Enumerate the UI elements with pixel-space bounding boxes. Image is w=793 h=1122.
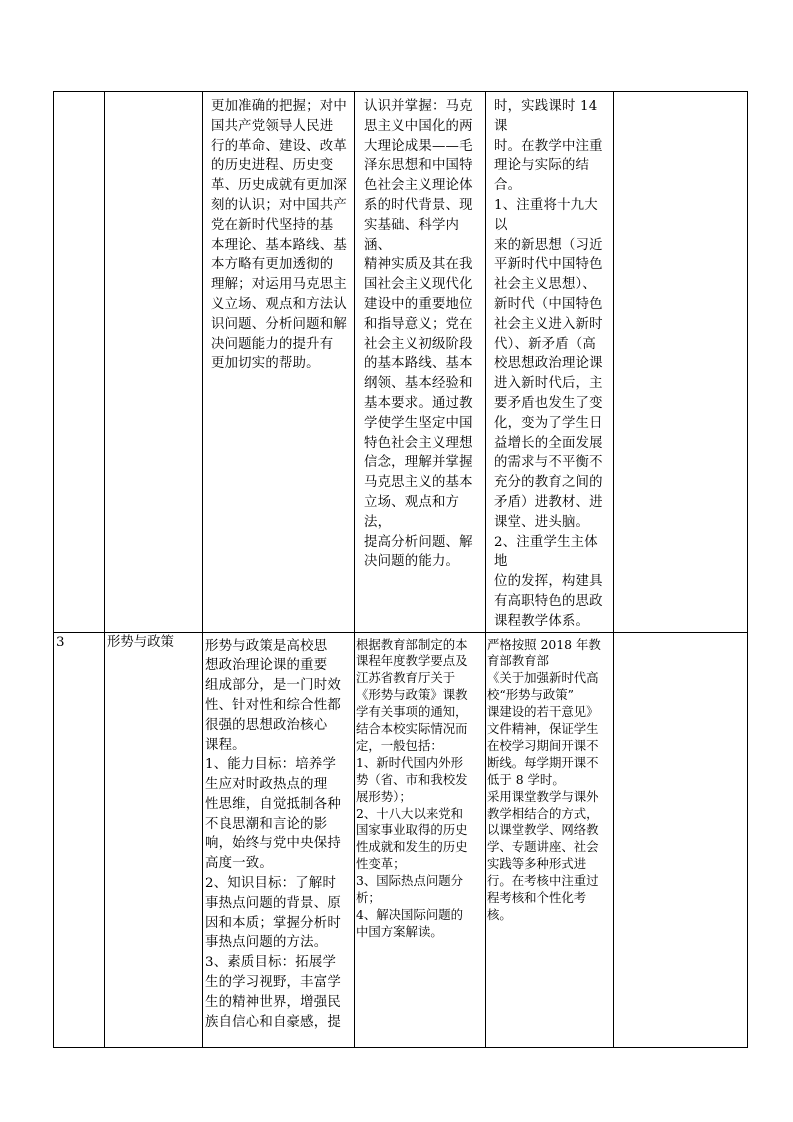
teaching-method-text: 时，实践课时 14 课 时。在教学中注重 理论与实际的结 合。 1、注重将十九大以 来的新思想（习近 平新时代中国特色 社会主义思想）、 新时代（中国特色 社会主义进入新时 代）、新矛盾（高 校思想政治理论课 进入新时代后，主 要矛盾也发生了变 化，变为了学生日 益增长的全面发展 的需求与不平衡不 充分的教育之间的 矛盾）进教材、进 课堂、进头脑。 2、注重学生主体地 位的发挥，构建具 有高职特色的思政 课程教学体系。 bbox=[494, 99, 603, 629]
course-name-cell bbox=[105, 632, 203, 1047]
course-content-text: 认识并掌握：马克 思主义中国化的两 大理论成果——毛 泽东思想和中国特 色社会主义理论体 系的时代背景、现 实基础、科学内涵、 精神实质及其在我 国社会主义现代化 建设中的重要地位 和指导意义；党在 社会主义初级阶段 的基本路线、基本 纲领、基本经验和 基本要求。通过教 学使学生坚定中国 特色社会主义理想 信念，理解并掌握 马克思主义的基本 立场、观点和方法， 提高分析问题、解 决问题的能力。 bbox=[364, 99, 473, 570]
course-content-cell bbox=[355, 92, 486, 633]
table-row bbox=[54, 92, 748, 633]
remark-cell bbox=[614, 92, 748, 633]
remark-cell bbox=[614, 632, 748, 1047]
teaching-method-cell bbox=[486, 632, 614, 1047]
course-content-text: 根据教育部制定的本 课程年度教学要点及 江苏省教育厅关于 《形势与政策》课教 学有关事项的通知， 结合本校实际情况而 定，一般包括： 1、新时代国内外形 势（省、市和我校发 展形势）； 2、十八大以来党和 国家事业取得的历史 性成就和发生的历史 性变革； 3、国际热点问题分 析； 4、解决国际问题的 中国方案解读。 bbox=[356, 636, 468, 939]
index-cell bbox=[54, 92, 105, 633]
curriculum-table bbox=[53, 91, 748, 1048]
row-index: 3 bbox=[56, 634, 65, 650]
course-goals-cell bbox=[203, 632, 355, 1047]
course-goals-text: 更加准确的把握；对中 国共产党领导人民进 行的革命、建设、改革 的历史进程、历史变 革、历史成就有更加深 刻的认识；对中国共产 党在新时代坚持的基 本理论、基本路线、基 本方略有更加透彻的 理解；对运用马克思主 义立场、观点和方法认 识问题、分析问题和解 决问题能力的提升有 更加切实的帮助。 bbox=[211, 99, 347, 372]
course-goals-cell bbox=[203, 92, 355, 633]
teaching-method-cell bbox=[486, 92, 614, 633]
course-name-cell bbox=[105, 92, 203, 633]
course-content-cell bbox=[355, 632, 486, 1047]
teaching-method-text: 严格按照 2018 年教 育部教育部 《关于加强新时代高 校“形势与政策” 课建设的若干意见》 文件精神，保证学生 在校学习期间开课不 断线。每学期开课不 低于 8 学时。 采用课堂教学与课外 教学相结合的方式， 以课堂教学、网络教 学、专题讲座、社会 实践等多种形式进 行。在考核中注重过 程考核和个性化考 核。 bbox=[487, 636, 601, 923]
table-row bbox=[54, 632, 748, 1047]
index-cell bbox=[54, 632, 105, 1047]
course-goals-text: 形势与政策是高校思 想政治理论课的重要 组成部分，是一门时效 性、针对性和综合性都 很强的思想政治核心 课程。 1、能力目标：培养学 生应对时政热点的理 性思维，自觉抵制各种 不良思潮和言论的影 响，始终与党中央保持 高度一致。 2、知识目标：了解时 事热点问题的背景、原 因和本质；掌握分析时 事热点问题的方法。 3、素质目标：拓展学 生的学习视野，丰富学 生的精神世界，增强民 族自信心和自豪感，提 bbox=[205, 638, 341, 1030]
course-name: 形势与政策 bbox=[107, 634, 174, 650]
